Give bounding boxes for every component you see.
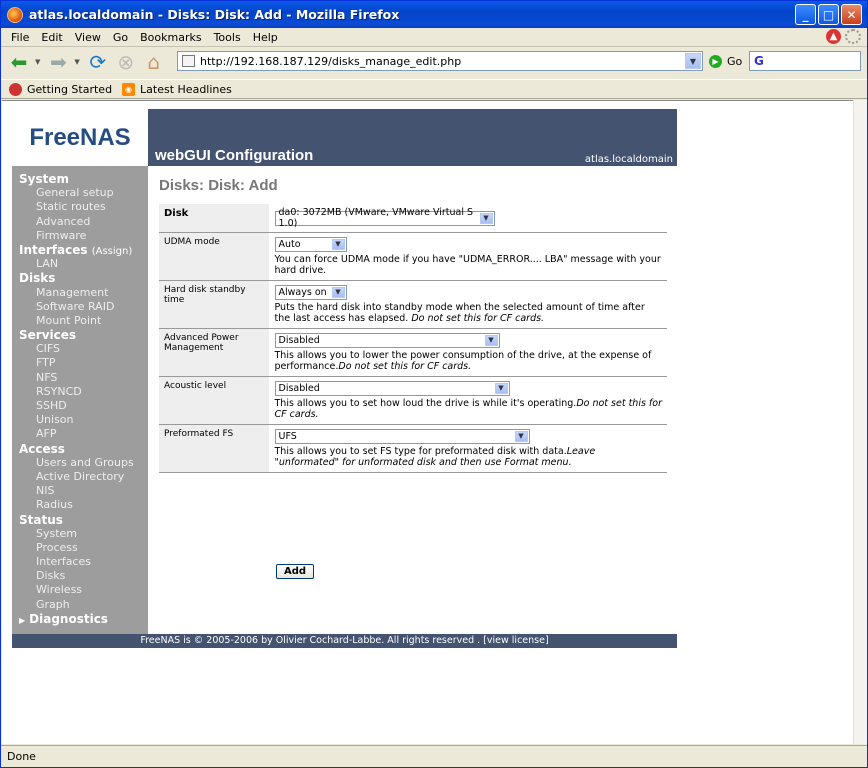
- rss-icon: ◉: [122, 83, 135, 96]
- go-icon: ▶: [709, 55, 722, 68]
- form-row: [159, 204, 667, 232]
- navigation-toolbar: [1, 47, 867, 77]
- sidebar-item-cifs[interactable]: [12, 342, 148, 356]
- select-value: Disabled: [278, 382, 320, 394]
- sidebar-label: CIFS: [36, 342, 61, 356]
- sidebar-item-firmware[interactable]: [12, 229, 148, 243]
- sidebar-label: Access: [19, 441, 65, 456]
- search-engine-icon[interactable]: G: [754, 54, 764, 68]
- sidebar-label: Status: [19, 512, 63, 527]
- form-row: [159, 376, 667, 424]
- field-control: [269, 376, 667, 424]
- field-label-text: Acoustic level: [164, 380, 227, 391]
- form-row: [159, 280, 667, 328]
- sidebar-label: Active Directory: [36, 469, 125, 483]
- sidebar-section-system[interactable]: [12, 172, 148, 186]
- window-title: atlas.localdomain - Disks: Disk: Add - Mozilla Firefox: [29, 7, 400, 22]
- sidebar-item-graph[interactable]: [12, 598, 148, 612]
- field-label: [159, 424, 269, 472]
- description-text: This allows you to set how loud the drive is while it's operating.: [274, 397, 577, 409]
- reload-icon[interactable]: ⟳: [89, 50, 107, 74]
- sidebar-item-sshd[interactable]: [12, 399, 148, 413]
- sidebar-item-interfaces[interactable]: [12, 555, 148, 569]
- chevron-down-icon[interactable]: ▼: [332, 239, 345, 250]
- chevron-down-icon[interactable]: ▼: [515, 431, 528, 442]
- page-content: [2, 100, 853, 744]
- sidebar-label: General setup: [36, 186, 114, 200]
- sidebar-label: Advanced: [36, 214, 91, 228]
- maximize-button[interactable]: □: [818, 4, 839, 25]
- sidebar-label: Disks: [36, 569, 66, 583]
- sidebar-label: NFS: [36, 370, 58, 384]
- chevron-down-icon[interactable]: ▼: [485, 335, 498, 346]
- home-icon[interactable]: ⌂: [147, 50, 161, 74]
- advanced-power-management-select[interactable]: [275, 333, 500, 348]
- stop-icon[interactable]: ⊗: [117, 50, 135, 74]
- description-note: Do not set this for CF cards.: [411, 312, 545, 324]
- sidebar-nav: [12, 166, 148, 634]
- status-text: Done: [7, 750, 36, 763]
- hostname: atlas.localdomain: [584, 154, 673, 165]
- close-button[interactable]: ✕: [841, 4, 862, 25]
- go-button[interactable]: [709, 55, 742, 68]
- sidebar-label: RSYNCD: [36, 384, 82, 398]
- select-value: UFS: [278, 430, 297, 442]
- sidebar-item-static-routes[interactable]: [12, 200, 148, 214]
- sidebar-label: Process: [36, 540, 78, 554]
- forward-icon[interactable]: ➡: [50, 50, 67, 74]
- sidebar-item-disks[interactable]: [12, 569, 148, 583]
- sidebar-item-wireless[interactable]: [12, 583, 148, 597]
- expand-icon[interactable]: ▶: [19, 615, 26, 625]
- sidebar-item-mount-point[interactable]: [12, 314, 148, 328]
- sidebar-item-general-setup[interactable]: [12, 186, 148, 200]
- bookmarks-toolbar: [1, 79, 867, 99]
- title-bar: [1, 1, 867, 28]
- back-icon[interactable]: ⬅: [10, 50, 28, 74]
- freenas-logo: FreeNAS: [12, 109, 148, 166]
- sidebar-label: Users and Groups: [36, 455, 134, 469]
- acoustic-level-select[interactable]: [275, 381, 510, 396]
- field-label-text: Hard disk standby time: [164, 284, 246, 305]
- url-dropdown-icon[interactable]: ▼: [685, 53, 701, 69]
- field-label-text: Disk: [164, 208, 189, 219]
- field-label-text: Advanced Power Management: [164, 332, 239, 353]
- sidebar-label: SSHD: [36, 399, 67, 412]
- field-label-text: UDMA mode: [164, 236, 220, 247]
- menu-bar: [1, 28, 867, 47]
- sidebar-label: Diagnostics: [29, 611, 108, 626]
- sidebar-label: Interfaces: [36, 555, 91, 569]
- chevron-down-icon[interactable]: ▼: [495, 383, 508, 394]
- field-label-text: Preformated FS: [164, 428, 234, 439]
- url-bar[interactable]: [177, 51, 703, 71]
- update-icon[interactable]: ▲: [826, 29, 841, 44]
- sidebar-item-users-and-groups[interactable]: [12, 456, 148, 470]
- assign-link[interactable]: (Assign): [91, 245, 133, 257]
- menu-view[interactable]: View: [74, 30, 101, 44]
- description-note: Do not set this for CF cards.: [338, 360, 472, 372]
- menu-go[interactable]: Go: [112, 30, 129, 44]
- sidebar-item-process[interactable]: [12, 541, 148, 555]
- sidebar-item-active-directory[interactable]: [12, 470, 148, 484]
- field-description: [275, 254, 663, 276]
- field-description: [275, 302, 663, 324]
- sidebar-item-unison[interactable]: [12, 413, 148, 427]
- select-value: Disabled: [278, 334, 320, 346]
- forward-dropdown-icon[interactable]: ▼: [74, 58, 80, 66]
- sidebar-section-diagnostics[interactable]: [12, 612, 148, 626]
- sidebar-label: Wireless: [36, 583, 83, 597]
- bookmark-latest-headlines[interactable]: [122, 83, 232, 96]
- form-row: [159, 328, 667, 376]
- sidebar-item-rsyncd[interactable]: [12, 385, 148, 399]
- sidebar-item-software-raid[interactable]: [12, 300, 148, 314]
- udma-mode-select[interactable]: [275, 237, 347, 252]
- main-panel: [148, 166, 677, 634]
- field-label: [159, 280, 269, 328]
- sidebar-label: Unison: [36, 413, 74, 427]
- sidebar-label: Disks: [19, 271, 56, 286]
- menu-help[interactable]: Help: [252, 30, 278, 44]
- field-description: [275, 398, 663, 420]
- field-description: [275, 446, 663, 468]
- field-control: [269, 424, 667, 472]
- bookmark-icon: [9, 83, 22, 96]
- select-value: da0: 3072MB (VMware, VMware Virtual S 1.0): [278, 207, 474, 229]
- sidebar-label: Firmware: [36, 228, 87, 242]
- description-text: This allows you to set FS type for preformated disk with data.: [274, 445, 567, 457]
- menu-bookmarks[interactable]: Bookmarks: [140, 30, 202, 44]
- field-control: [269, 204, 667, 232]
- sidebar-item-advanced[interactable]: [12, 215, 148, 229]
- sidebar-label: FTP: [36, 356, 56, 370]
- preformated-fs-select[interactable]: [275, 429, 530, 444]
- sidebar-section-services[interactable]: [12, 328, 148, 342]
- sidebar-label: Software RAID: [36, 299, 115, 313]
- page-header: [148, 109, 677, 166]
- sidebar-section-access[interactable]: [12, 442, 148, 456]
- minimize-button[interactable]: _: [795, 4, 816, 25]
- menu-edit[interactable]: Edit: [41, 30, 63, 44]
- sidebar-item-management[interactable]: [12, 286, 148, 300]
- url-text: http://192.168.187.129/disks_manage_edit.php: [200, 54, 462, 68]
- sidebar-item-afp[interactable]: [12, 427, 148, 441]
- sidebar-item-nis[interactable]: [12, 484, 148, 498]
- sidebar-label: System: [36, 526, 78, 540]
- page-footer: FreeNAS is © 2005-2006 by Olivier Cochard-Labbe. All rights reserved . [view license]: [12, 634, 677, 648]
- sidebar-label: AFP: [36, 427, 57, 441]
- description-note: Do not set this for CF cards.: [274, 397, 662, 420]
- sidebar-label: Management: [36, 285, 109, 299]
- field-label: [159, 232, 269, 280]
- field-control: [269, 328, 667, 376]
- sidebar-label: Interfaces: [19, 242, 88, 257]
- sidebar-label: Mount Point: [36, 313, 102, 327]
- chevron-down-icon[interactable]: ▼: [480, 213, 493, 224]
- form-row: [159, 232, 667, 280]
- sidebar-label: NIS: [36, 484, 55, 498]
- firefox-icon: [7, 7, 23, 23]
- sidebar-item-nfs[interactable]: [12, 371, 148, 385]
- description-text: This allows you to lower the power consumption of the drive, at the expense of performance.: [274, 349, 652, 372]
- go-label: Go: [727, 55, 743, 68]
- sidebar-section-disks[interactable]: [12, 271, 148, 285]
- bookmark-label: Latest Headlines: [140, 82, 232, 96]
- sidebar-item-lan[interactable]: [12, 257, 148, 271]
- throbber-icon: [845, 29, 861, 44]
- sidebar-label: Services: [19, 328, 77, 343]
- chevron-down-icon[interactable]: ▼: [332, 287, 345, 298]
- sidebar-section-interfaces[interactable]: [12, 243, 148, 257]
- disk-select[interactable]: [275, 207, 495, 229]
- page-title: Disks: Disk: Add: [159, 177, 278, 194]
- header-title: webGUI Configuration: [155, 147, 314, 164]
- back-dropdown-icon[interactable]: ▼: [35, 58, 41, 66]
- field-control: [269, 280, 667, 328]
- sidebar-label: Static routes: [36, 200, 106, 214]
- sidebar-item-radius[interactable]: [12, 498, 148, 512]
- hard-disk-standby-time-select[interactable]: [275, 285, 347, 300]
- field-control: [269, 232, 667, 280]
- vertical-scrollbar[interactable]: [853, 100, 867, 744]
- sidebar-item-system[interactable]: [12, 527, 148, 541]
- field-description: [275, 350, 663, 372]
- bookmark-label: Getting Started: [27, 82, 113, 96]
- description-text: Puts the hard disk into standby mode when the selected amount of time after the last access has elapsed.: [274, 301, 645, 324]
- add-button[interactable]: Add: [276, 564, 314, 579]
- field-label: [159, 204, 269, 232]
- sidebar-label: Graph: [36, 597, 70, 611]
- disk-add-form: [159, 204, 667, 473]
- field-label: [159, 328, 269, 376]
- bookmark-getting-started[interactable]: [9, 83, 112, 96]
- menu-tools[interactable]: Tools: [213, 30, 241, 44]
- description-note: Leave "unformated" for unformated disk and then use Format menu.: [274, 445, 596, 468]
- page-icon: [182, 55, 195, 67]
- select-value: Always on: [278, 286, 327, 298]
- sidebar-label: System: [19, 172, 69, 186]
- form-row: [159, 424, 667, 472]
- description-text: You can force UDMA mode if you have "UDMA_ERROR.... LBA" message with your hard drive.: [274, 253, 661, 276]
- status-bar: [1, 745, 867, 767]
- select-value: Auto: [278, 238, 301, 250]
- field-label: [159, 376, 269, 424]
- search-input[interactable]: [749, 51, 861, 71]
- sidebar-item-ftp[interactable]: [12, 356, 148, 370]
- sidebar-section-status[interactable]: [12, 513, 148, 527]
- sidebar-label: LAN: [36, 257, 59, 271]
- menu-file[interactable]: File: [11, 30, 30, 44]
- sidebar-label: Radius: [36, 498, 73, 512]
